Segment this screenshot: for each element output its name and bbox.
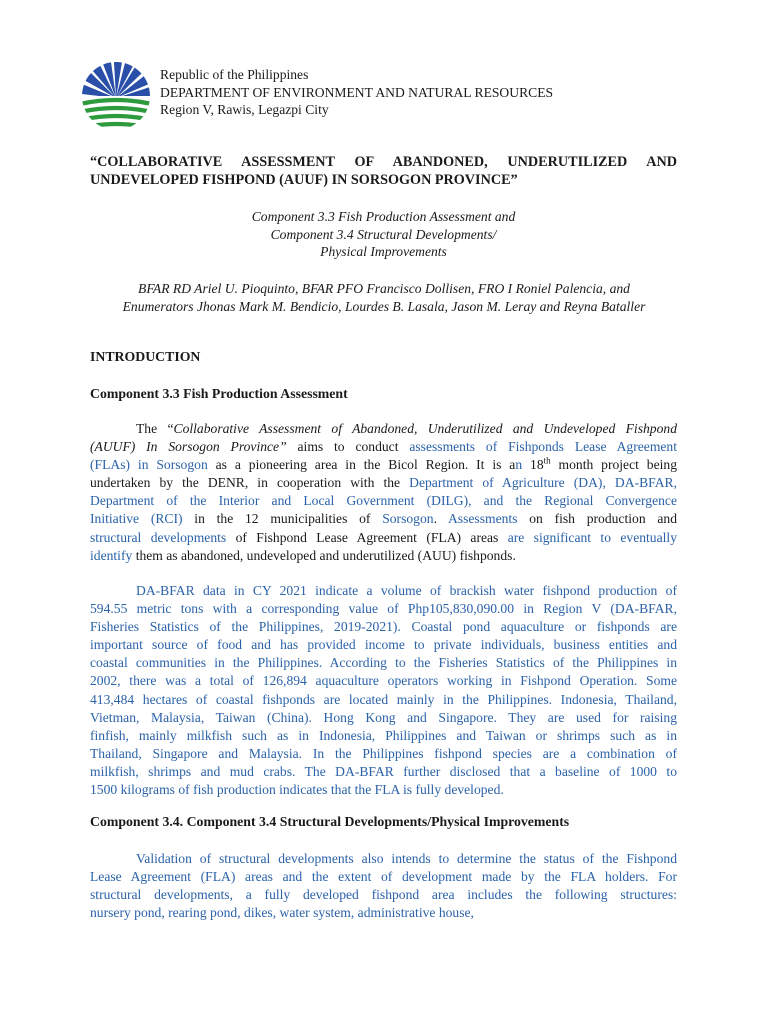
paragraph-bfar-data (90, 582, 677, 799)
text-line: 2002, there was a total of 126,894 aquaculture operators working in Fishpond Operation. Some (90, 673, 677, 689)
text-line: undertaken by the DENR, in cooperation with the Department of Agriculture (DA), DA-BFAR, (90, 475, 677, 491)
text-line: DA-BFAR data in CY 2021 indicate a volume of brackish water fishpond production of (136, 583, 677, 598)
text-line: important source of food and has provided income to private individuals, business entities and (90, 637, 677, 653)
text-line: Fisheries Statistics of the Philippines, 2019-2021). Coastal pond aquaculture or fishponds are (90, 619, 677, 635)
text-line: Thailand, Singapore and Malaysia. In the Philippines fishpond species are a combination of (90, 745, 677, 761)
heading-introduction: INTRODUCTION (90, 349, 201, 364)
authors (84, 280, 684, 315)
authors-line: Enumerators Jhonas Mark M. Bendicio, Lourdes B. Lasala, Jason M. Leray and Reyna Bataller (122, 298, 646, 314)
text-line: (FLAs) in Sorsogon as a pioneering area in the Bicol Region. It is an 18th month project being (90, 455, 677, 473)
text-line: 1500 kilograms of fish production indicates that the FLA is fully developed. (90, 782, 504, 798)
text-line: The “Collaborative Assessment of Abandoned, Underutilized and Undeveloped Fishpond (136, 421, 677, 436)
text-line: Lease Agreement (FLA) areas and the extent of development made by the FLA holders. For (90, 869, 677, 885)
text-line: structural developments of Fishpond Lease Agreement (FLA) areas are significant to eventually (90, 529, 677, 545)
text-line: structural developments, a fully developed fishpond area includes the following structures: (90, 887, 677, 903)
letterhead-department: DEPARTMENT OF ENVIRONMENT AND NATURAL RESOURCES (160, 84, 554, 100)
paragraph-intro (90, 420, 677, 565)
letterhead-country: Republic of the Philippines (160, 67, 309, 82)
text-line: 413,484 hectares of coastal fishponds are located mainly in the Philippines. Indonesia, Thailand, (90, 691, 677, 707)
text-line: nursery pond, rearing pond, dikes, water system, administrative house, (90, 905, 474, 921)
letterhead-address: Region V, Rawis, Legazpi City (160, 102, 329, 117)
text-line: milkfish, shrimps and mud crabs. The DA-BFAR further disclosed that a baseline of 1000 to (90, 763, 677, 779)
text-line: identify them as abandoned, undeveloped and underutilized (AUU) fishponds. (90, 547, 516, 563)
heading-component-34: Component 3.4. Component 3.4 Structural Developments/Physical Improvements (90, 814, 570, 829)
component-line: Physical Improvements (320, 244, 447, 259)
heading-component-33: Component 3.3 Fish Production Assessment (90, 386, 348, 401)
letterhead (160, 66, 553, 119)
paragraph-structural (90, 850, 677, 922)
component-line: Component 3.3 Fish Production Assessment and (251, 209, 516, 224)
text-line: Validation of structural developments also intends to determine the status of the Fishpond (136, 851, 677, 866)
text-line: finfish, mainly milkfish such as in Indonesia, Philippines and Taiwan or shrimps such as in (90, 727, 677, 743)
text-line: Vietman, Malaysia, Taiwan (China). Hong Kong and Singapore. They are used for raising (90, 709, 677, 725)
document-title: “COLLABORATIVE ASSESSMENT OF ABANDONED, UNDERUTILIZED AND UNDEVELOPED FISHPOND (AUUF) IN SORSOGON PROVINCE” (90, 154, 677, 188)
denr-logo-icon (78, 60, 154, 132)
component-subtitle (90, 208, 677, 261)
text-line: coastal communities in the Philippines. According to the Fisheries Statistics of the Philippines in (90, 655, 677, 671)
text-line: 594.55 metric tons with a corresponding value of Php105,830,090.00 in Region V (DA-BFAR, (90, 601, 677, 617)
text-line: Department of the Interior and Local Government (DILG), and the Regional Convergence (90, 493, 677, 509)
text-line: Initiative (RCI) in the 12 municipalities of Sorsogon. Assessments on fish production and (90, 511, 677, 527)
authors-line: BFAR RD Ariel U. Pioquinto, BFAR PFO Francisco Dollisen, FRO I Roniel Palencia, and (138, 281, 630, 296)
component-line: Component 3.4 Structural Developments/ (270, 226, 497, 242)
text-line: (AUUF) In Sorsogon Province” aims to conduct assessments of Fishponds Lease Agreement (90, 439, 678, 455)
